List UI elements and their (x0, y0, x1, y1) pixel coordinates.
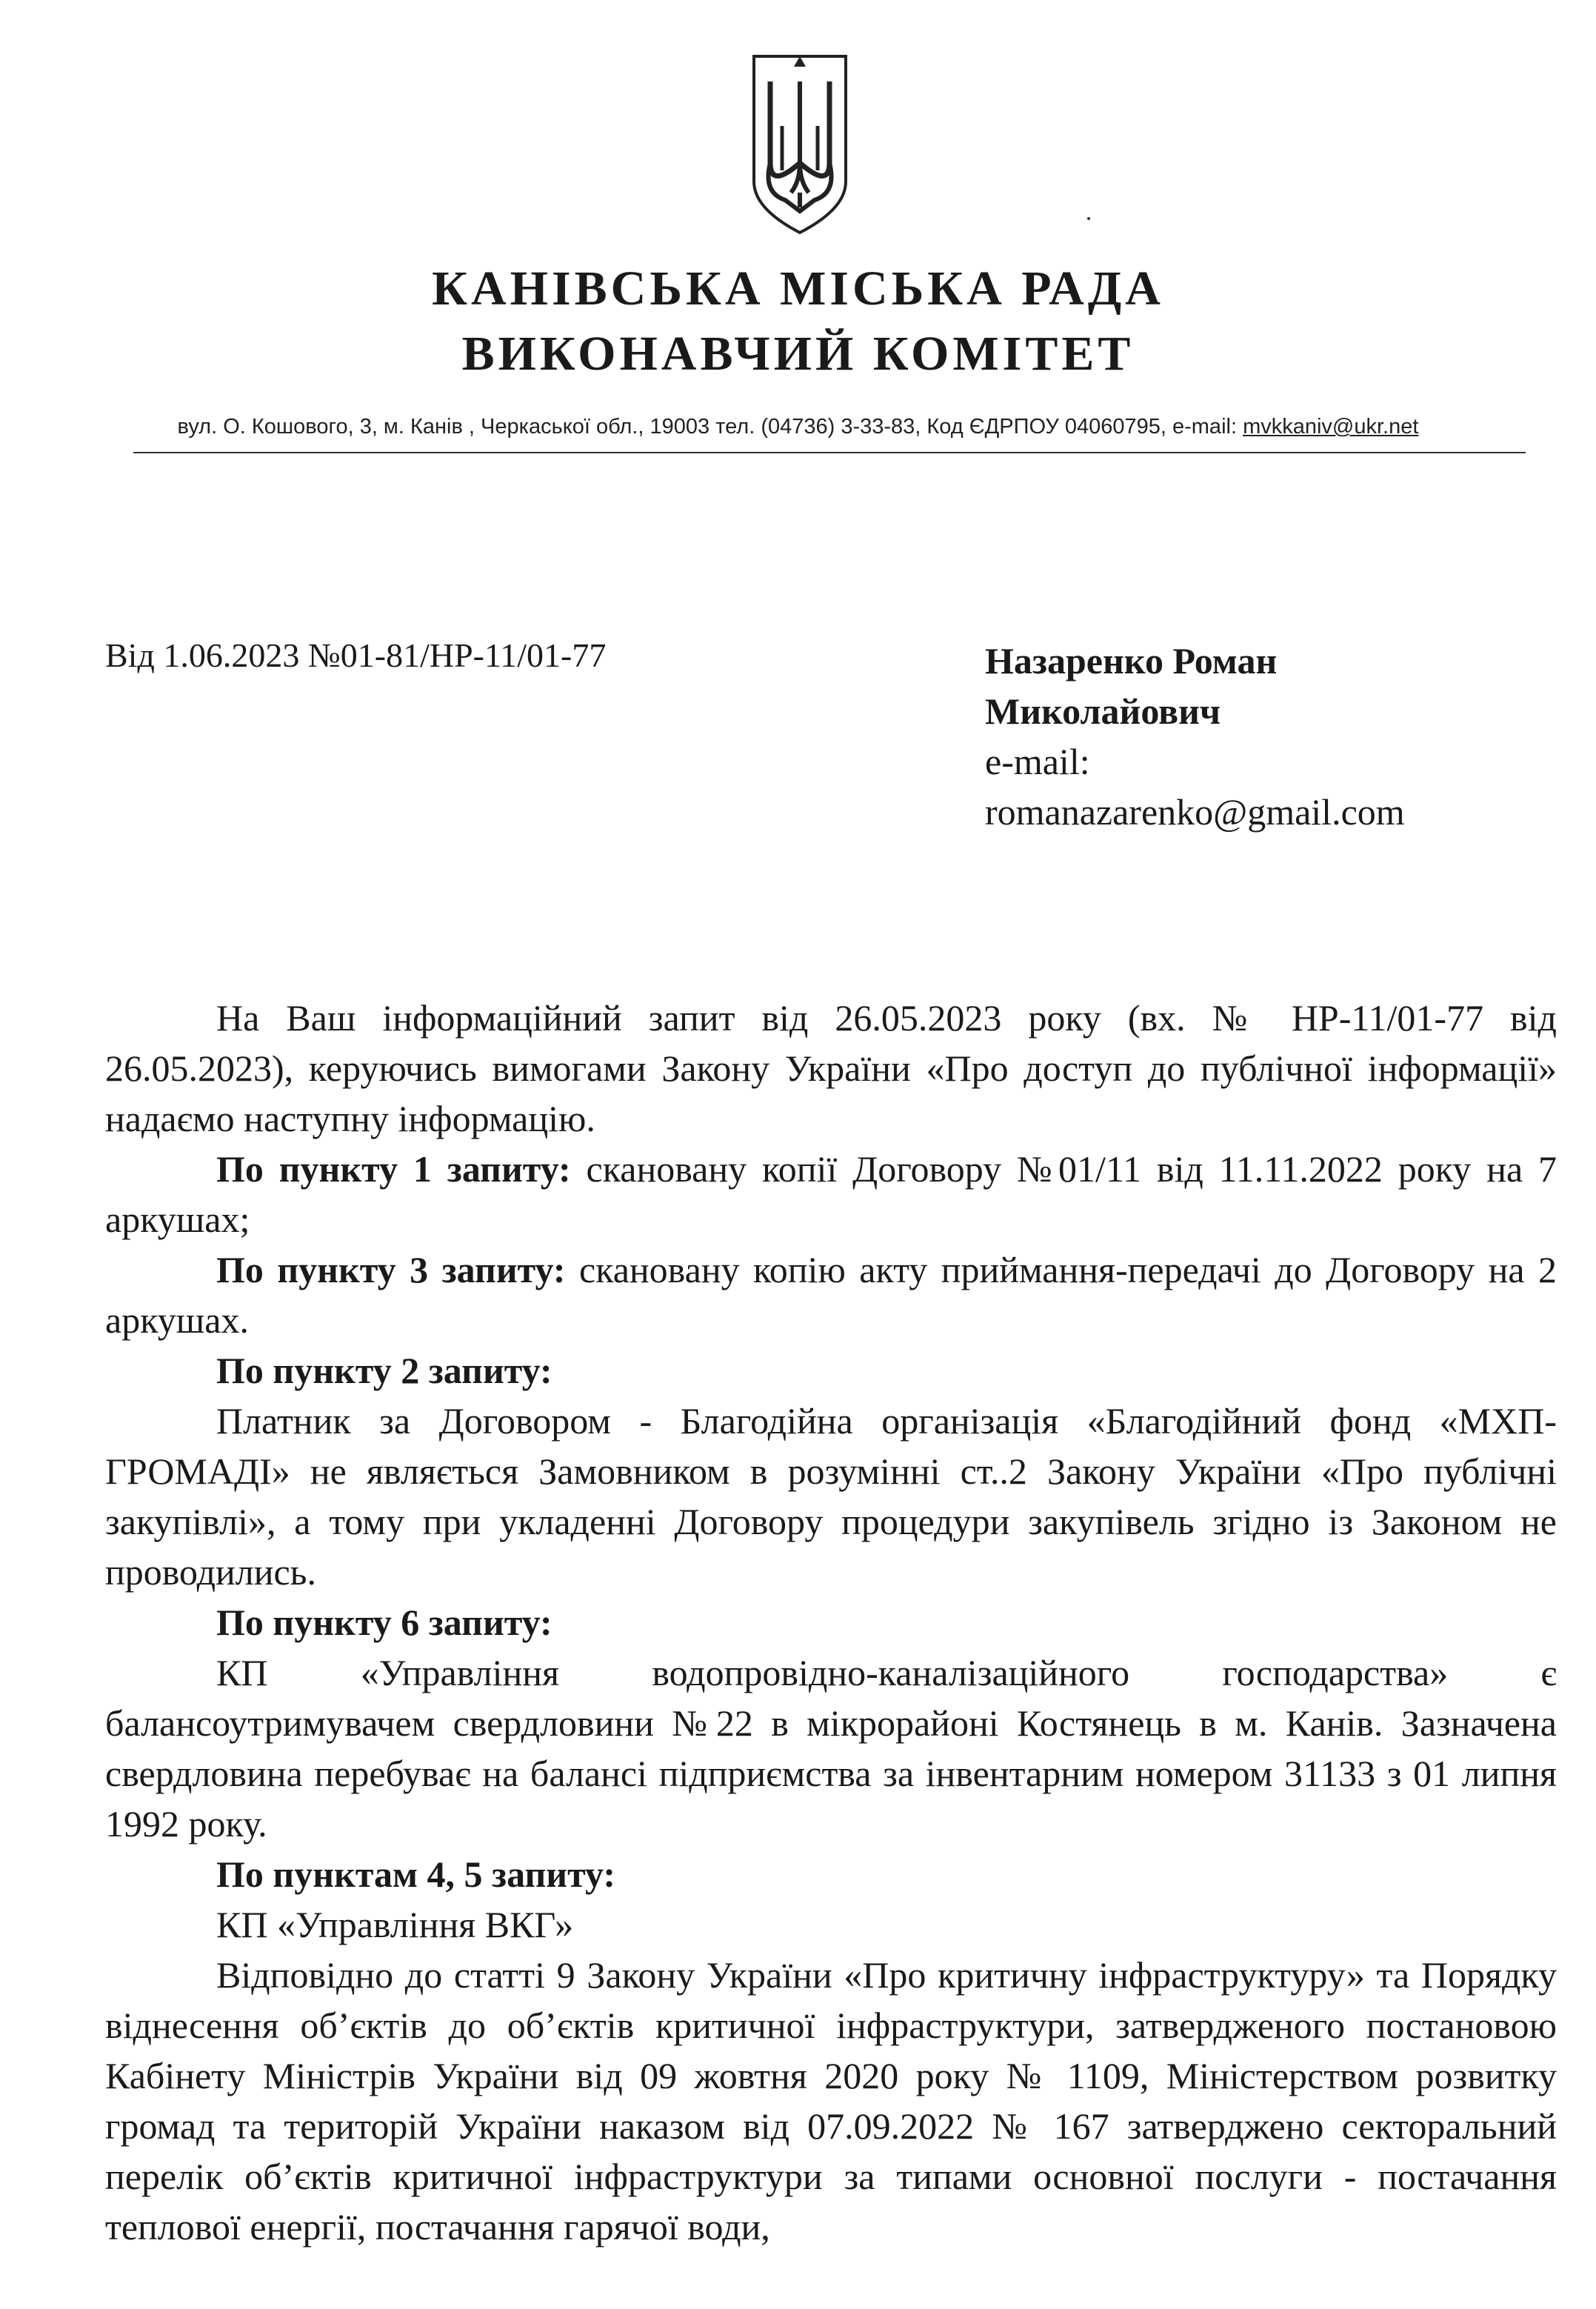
outgoing-reference: Від 1.06.2023 №01-81/НР-11/01-77 (105, 636, 607, 674)
item1-paragraph (105, 1144, 1557, 1245)
recipient-email: romanazarenko@gmail.com (985, 791, 1405, 833)
org-subname: ВИКОНАВЧИЙ КОМІТЕТ (461, 327, 1135, 381)
scan-speck (1087, 217, 1090, 220)
item3-label: По пункту 3 запиту: (216, 1249, 566, 1290)
org-address (0, 415, 1596, 439)
item45-heading: По пунктам 4, 5 запиту: (216, 1853, 615, 1895)
org-name: КАНІВСЬКА МІСЬКА РАДА (432, 261, 1164, 316)
coat-of-arms-icon (748, 52, 852, 237)
item45-paragraph: Відповідно до статті 9 Закону України «Про критичну інфраструктуру» та Порядку віднесення об’єктів до об’єктів критичної інфраструктури, затвердженого постановою Кабінету Міністрів України від 09 жовтня 2020 року № 1109, Міністерством розвитку громад та територій України наказом від 07.09.2022 № 167 затверджено секторальний перелік об’єктів критичної інфраструктури за типами основної послуги - постачання теплової енергії, постачання гарячої води, (105, 1954, 1557, 2248)
item6-heading: По пункту 6 запиту: (216, 1602, 552, 1643)
header-divider (133, 452, 1526, 453)
item6-paragraph: КП «Управління водопровідно-каналізаційного господарства» є балансоутримувачем свердловини №22 в мікрорайоні Костянець в м. Канів. Зазначена свердловина перебуває на балансі підприємства за інвентарним номером 31133 з 01 липня 1992 року. (105, 1652, 1557, 1845)
item2-heading: По пункту 2 запиту: (216, 1350, 552, 1391)
item3-paragraph (105, 1245, 1557, 1345)
item1-label: По пункту 1 запиту: (216, 1148, 571, 1190)
recipient-email-label: e-mail: (985, 741, 1090, 782)
recipient-name: Назаренко Роман (985, 640, 1278, 682)
address-text: вул. О. Кошового, 3, м. Канів , Черкаської обл., 19003 тел. (04736) 3-33-83, Код ЄДРПОУ 04060795, e-mail: (177, 415, 1243, 439)
item2-paragraph: Платник за Договором - Благодійна організація «Благодійний фонд «МХП-ГРОМАДІ» не являється Замовником в розумінні ст..2 Закону України «Про публічні закупівлі», а тому при укладенні Договору процедури закупівель згідно із Законом не проводились. (105, 1400, 1557, 1593)
org-email: mvkkaniv@ukr.net (1243, 415, 1419, 439)
item3-text: скановану копію акту приймання-передачі до Договору на 2 аркушах. (105, 1249, 1557, 1341)
letter-body (105, 993, 1557, 2252)
recipient-block (985, 636, 1405, 837)
recipient-patronymic: Миколайович (985, 690, 1221, 732)
intro-paragraph: На Ваш інформаційний запит від 26.05.2023 року (вх. № НР-11/01-77 від 26.05.2023), керуючись вимогами Закону України «Про доступ до публічної інформації» надаємо наступну інформацію. (105, 997, 1557, 1139)
item1-text: скановану копії Договору №01/11 від 11.11.2022 року на 7 аркушах; (105, 1148, 1557, 1240)
item45-subheading: КП «Управління ВКГ» (216, 1904, 574, 1945)
